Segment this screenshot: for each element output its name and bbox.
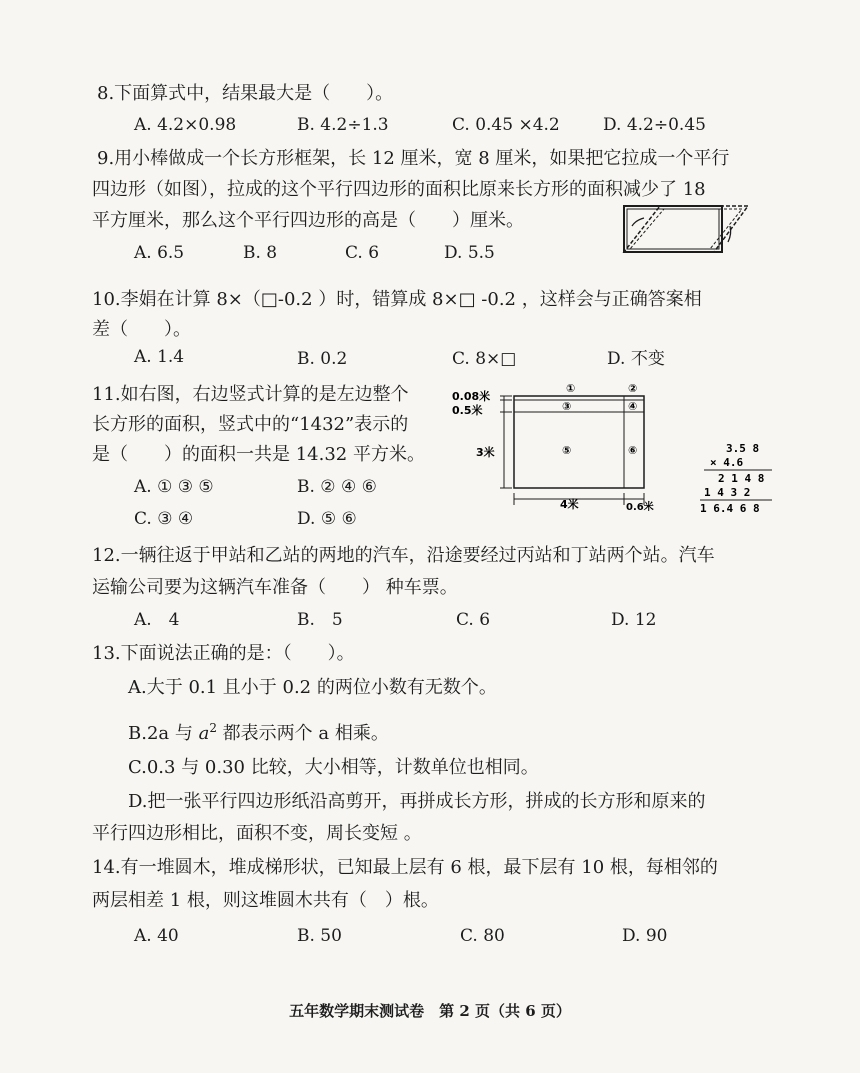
region-label-2: ② — [628, 382, 638, 395]
q13-option-a: A.大于 0.1 且小于 0.2 的两位小数有无数个。 — [128, 677, 497, 698]
q12-option-a: A. 4 — [134, 610, 180, 630]
q10-option-c: C. 8×□ — [452, 349, 517, 369]
q14-line-2: 两层相差 1 根，则这堆圆木共有（ ）根。 — [92, 890, 439, 911]
q8-option-a: A. 4.2×0.98 — [134, 115, 237, 135]
region-label-1: ① — [566, 382, 576, 395]
q10-line-2: 差（ ）。 — [92, 319, 191, 340]
page-footer: 五年数学期末测试卷 第 2 页（共 6 页） — [289, 1002, 571, 1020]
q9-option-c: C. 6 — [345, 243, 380, 263]
dim-label-mid: 0.5米 — [452, 404, 483, 417]
q12-line-1: 12.一辆往返于甲站和乙站的两地的汽车，沿途要经过丙站和丁站两个站。汽车 — [92, 545, 715, 566]
q12-option-b: B. 5 — [297, 610, 343, 630]
q8-option-c: C. 0.45 ×4.2 — [452, 115, 560, 135]
calc-line-1: 3.5 8 — [726, 442, 760, 455]
q12-line-2: 运输公司要为这辆汽车准备（ ） 种车票。 — [92, 577, 458, 598]
q13-option-d-line-1: D.把一张平行四边形纸沿高剪开，再拼成长方形，拼成的长方形和原来的 — [128, 791, 706, 812]
q11-option-c: C. ③ ④ — [134, 509, 194, 529]
region-label-6: ⑥ — [628, 444, 638, 457]
q12-option-d: D. 12 — [611, 610, 657, 630]
q9-parallelogram-figure — [618, 196, 754, 260]
region-label-3: ③ — [562, 400, 572, 413]
dim-label-bottom-right: 0.6米 — [626, 502, 654, 513]
q13-option-c: C.0.3 与 0.30 比较，大小相等，计数单位也相同。 — [128, 757, 539, 778]
q9-option-a: A. 6.5 — [134, 243, 185, 263]
q14-option-c: C. 80 — [460, 926, 505, 946]
q13-b-prefix: B.2a 与 — [128, 723, 199, 744]
q13-b-variable: a — [198, 723, 210, 744]
q10-option-d: D. 不变 — [607, 349, 665, 369]
q9-option-d: D. 5.5 — [444, 243, 495, 263]
q14-line-1: 14.有一堆圆木，堆成梯形状，已知最上层有 6 根，最下层有 10 根，每相邻的 — [92, 857, 718, 878]
q9-option-b: B. 8 — [243, 243, 278, 263]
q13-option-b — [128, 716, 389, 746]
calc-line-2: × 4.6 — [710, 456, 744, 469]
q14-option-b: B. 50 — [297, 926, 342, 946]
dim-label-bottom-left: 4米 — [560, 498, 579, 511]
q11-vertical-calculation — [696, 440, 776, 516]
q9-line-2: 四边形（如图），拉成的这个平行四边形的面积比原来长方形的面积减少了 18 — [92, 179, 706, 200]
q9-line-3: 平方厘米，那么这个平行四边形的高是（ ）厘米。 — [92, 210, 524, 231]
q11-line-1: 11.如右图，右边竖式计算的是左边整个 — [92, 384, 409, 405]
region-label-5: ⑤ — [562, 444, 572, 457]
dim-label-top: 0.08米 — [452, 390, 491, 403]
q13-b-exponent: 2 — [209, 721, 217, 735]
q11-rectangle-figure — [448, 378, 668, 514]
region-label-4: ④ — [628, 400, 638, 413]
q11-option-b: B. ② ④ ⑥ — [297, 477, 377, 497]
q12-option-c: C. 6 — [456, 610, 491, 630]
q11-option-d: D. ⑤ ⑥ — [297, 509, 357, 529]
q14-option-d: D. 90 — [622, 926, 668, 946]
dim-label-side: 3米 — [476, 446, 495, 459]
q13-b-suffix: 都表示两个 a 相乘。 — [216, 723, 389, 744]
q9-line-1: 9.用小棒做成一个长方形框架，长 12 厘米，宽 8 厘米，如果把它拉成一个平行 — [97, 148, 730, 169]
q8-option-b: B. 4.2÷1.3 — [297, 115, 389, 135]
q10-option-b: B. 0.2 — [297, 349, 348, 369]
q8-option-d: D. 4.2÷0.45 — [603, 115, 706, 135]
q11-line-3: 是（ ）的面积一共是 14.32 平方米。 — [92, 444, 425, 465]
calc-line-3: 2 1 4 8 — [718, 472, 765, 485]
calc-line-4: 1 4 3 2 — [704, 486, 751, 499]
q10-line-1: 10.李娟在计算 8×（□-0.2 ）时，错算成 8×□ -0.2 ，这样会与正确答案相 — [92, 289, 702, 310]
q8-stem: 8.下面算式中，结果最大是（ ）。 — [97, 83, 394, 104]
calc-line-5: 1 6.4 6 8 — [700, 502, 760, 515]
q11-line-2: 长方形的面积，竖式中的“1432”表示的 — [92, 414, 409, 435]
q11-option-a: A. ① ③ ⑤ — [134, 477, 214, 497]
q13-option-d-line-2: 平行四边形相比，面积不变，周长变短 。 — [92, 823, 422, 844]
q10-option-a: A. 1.4 — [134, 347, 185, 367]
q14-option-a: A. 40 — [134, 926, 179, 946]
q13-stem: 13.下面说法正确的是：（ ）。 — [92, 643, 355, 664]
